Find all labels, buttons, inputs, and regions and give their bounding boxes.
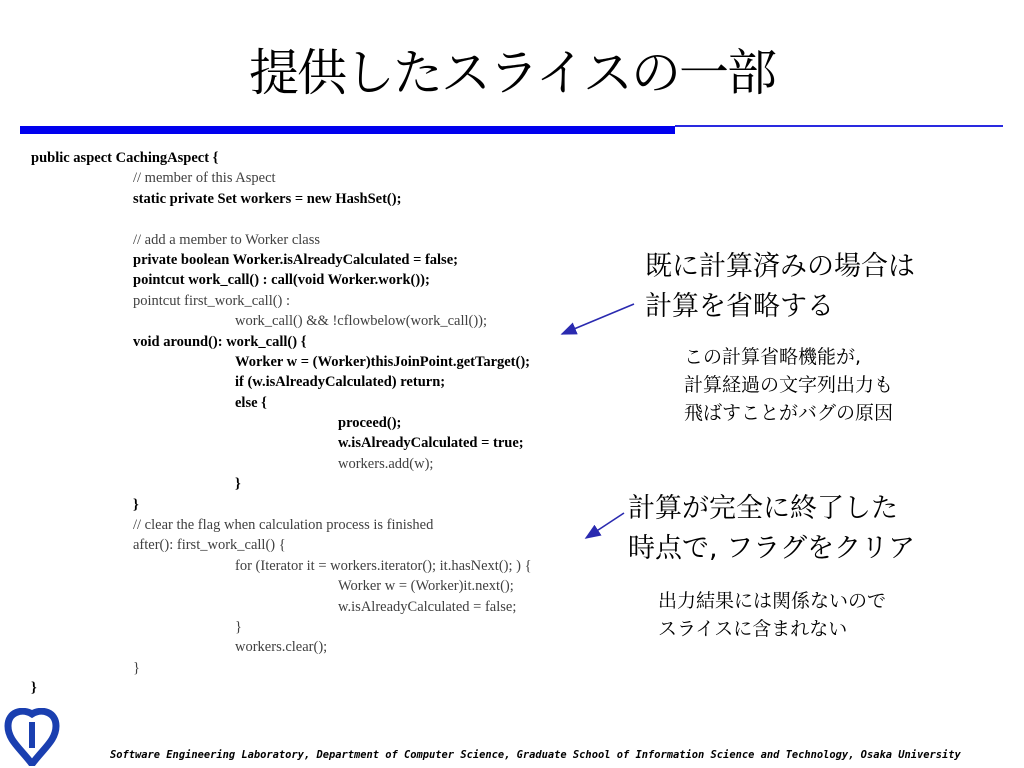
code-line: static private Set workers = new HashSet();	[133, 190, 402, 207]
code-line: void around(): work_call() {	[133, 333, 307, 350]
annotation-bug-cause: この計算省略機能が, 計算経過の文字列出力も 飛ばすことがバグの原因	[684, 346, 894, 424]
code-line: workers.add(w);	[338, 455, 434, 472]
code-line: else {	[235, 394, 267, 411]
code-line: Worker w = (Worker)it.next();	[338, 578, 514, 595]
code-line: // add a member to Worker class	[133, 231, 321, 248]
code-line: after(): first_work_call() {	[133, 537, 286, 554]
code-line: proceed();	[338, 415, 402, 432]
code-line: }	[235, 618, 242, 635]
code-line: Worker w = (Worker)thisJoinPoint.getTarget();	[235, 353, 530, 370]
code-line: }	[31, 680, 37, 697]
code-line: w.isAlreadyCalculated = true;	[338, 435, 524, 452]
code-line: }	[235, 476, 241, 493]
code-line: }	[133, 496, 139, 513]
code-line: pointcut first_work_call() :	[133, 292, 291, 309]
annotation-not-in-slice: 出力結果には関係ないので スライスに含まれない	[658, 590, 887, 640]
code-line: for (Iterator it = workers.iterator(); it.hasNext(); ) {	[235, 557, 532, 574]
arrow-to-after-advice	[586, 513, 624, 538]
osaka-university-logo	[2, 708, 62, 766]
arrow-to-around-advice	[562, 304, 634, 334]
code-line: w.isAlreadyCalculated = false;	[338, 598, 517, 615]
code-line: public aspect CachingAspect {	[31, 150, 219, 166]
code-line: pointcut work_call() : call(void Worker.work());	[133, 272, 430, 289]
code-line: // clear the flag when calculation process is finished	[133, 517, 434, 534]
code-line: }	[133, 659, 140, 676]
code-line: work_call() && !cflowbelow(work_call());	[235, 313, 488, 330]
footer-lab-name: Software Engineering Laboratory, Department of Computer Science, Graduate School of Information Science and Technology, Osaka University	[110, 749, 961, 761]
code-line: // member of this Aspect	[133, 170, 276, 187]
code-line: private boolean Worker.isAlreadyCalculated = false;	[133, 251, 458, 268]
annotation-skip-calculation: 既に計算済みの場合は 計算を省略する	[645, 251, 915, 322]
code-line: workers.clear();	[235, 639, 328, 656]
annotation-clear-flag: 計算が完全に終了した 時点で, フラグをクリア	[628, 493, 916, 564]
code-line: if (w.isAlreadyCalculated) return;	[235, 374, 446, 391]
slide-title: 提供したスライスの一部	[249, 44, 775, 102]
